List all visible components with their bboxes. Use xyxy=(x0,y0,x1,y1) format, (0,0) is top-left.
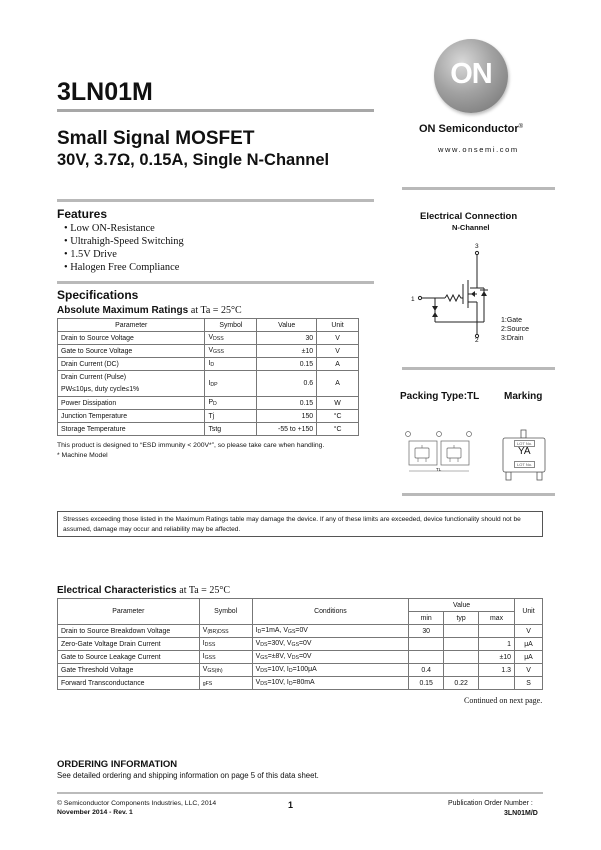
cell-unit: S xyxy=(515,677,543,690)
ordering-text: See detailed ordering and shipping information on page 5 of this data sheet. xyxy=(57,771,319,780)
website: www.onsemi.com xyxy=(438,145,519,154)
title-line1: Small Signal MOSFET xyxy=(57,128,255,149)
col-symbol: Symbol xyxy=(205,319,257,332)
cell-min: 30 xyxy=(409,625,444,638)
cell-value: 0.15 xyxy=(257,397,317,410)
cell-param: Drain to Source Voltage xyxy=(58,332,205,345)
marking-lot-top: LOT No. xyxy=(514,440,535,447)
cell-conditions: $V_{DS}=10V$, $I_D=100\mu A$ xyxy=(252,664,409,677)
cell-value: 0.6 xyxy=(257,371,317,397)
cell-symbol: $V_{GS(th)}$ xyxy=(199,664,252,677)
cell-symbol: $P_D$ xyxy=(205,397,257,410)
legend-source: 2:Source xyxy=(501,326,530,333)
publication-label: Publication Order Number : xyxy=(448,800,533,807)
table-row xyxy=(58,677,543,690)
cell-typ xyxy=(444,651,479,664)
cell-value: 30 xyxy=(257,332,317,345)
ec-title: Electrical Characteristics at Ta = 25°C xyxy=(57,585,230,596)
publication-number: 3LN01M/D xyxy=(504,810,538,817)
col-max: max xyxy=(479,612,515,625)
cell-symbol: $V_{GSS}$ xyxy=(205,345,257,358)
marking-lot-bottom: LOT No. xyxy=(514,461,535,468)
cell-param: Junction Temperature xyxy=(58,410,205,423)
cell-conditions: $V_{GS}=\pm 8V$, $V_{DS}=0V$ xyxy=(252,651,409,664)
left-rule-1 xyxy=(57,199,374,202)
cell-typ xyxy=(444,625,479,638)
cell-param: Gate to Source Leakage Current xyxy=(58,651,200,664)
cell-unit: °C xyxy=(317,410,359,423)
tape-diagram xyxy=(403,428,481,480)
cell-unit: A xyxy=(317,371,359,397)
cell-param: Forward Transconductance xyxy=(58,677,200,690)
revision-date: November 2014 - Rev. 1 xyxy=(57,809,133,816)
part-number: 3LN01M xyxy=(57,78,153,106)
cell-value: 0.15 xyxy=(257,358,317,371)
col-min: min xyxy=(409,612,444,625)
cell-max: 1 xyxy=(479,638,515,651)
cell-symbol: $I_{DSS}$ xyxy=(199,638,252,651)
cell-conditions: $V_{DS}=10V$, $I_D=80mA$ xyxy=(252,677,409,690)
cell-unit: °C xyxy=(317,423,359,436)
pin1-label: 1 xyxy=(411,296,415,303)
feature-item: • 1.5V Drive xyxy=(64,248,184,261)
amr-table xyxy=(57,318,359,436)
cell-unit: W xyxy=(317,397,359,410)
cell-max xyxy=(479,677,515,690)
esd-note: This product is designed to “ESD immunity < 200V*”, so please take care when handling. xyxy=(57,442,325,449)
connection-subtitle: N-Channel xyxy=(452,223,490,232)
col-parameter: Parameter xyxy=(58,319,205,332)
cell-conditions: $I_D=1mA$, $V_{GS}=0V$ xyxy=(252,625,409,638)
ordering-heading: ORDERING INFORMATION xyxy=(57,759,178,770)
cell-unit: V xyxy=(317,345,359,358)
cell-symbol: Tj xyxy=(205,410,257,423)
table-row xyxy=(58,345,359,358)
cell-unit: A xyxy=(317,358,359,371)
ec-table xyxy=(57,598,543,690)
connection-title: Electrical Connection xyxy=(420,211,518,222)
cell-value: -55 to +150 xyxy=(257,423,317,436)
table-row xyxy=(58,332,359,345)
pin3-label: 3 xyxy=(475,243,479,250)
footer-rule xyxy=(57,792,543,794)
col-unit: Unit xyxy=(317,319,359,332)
n-channel-schematic xyxy=(405,240,505,345)
table-row xyxy=(58,410,359,423)
on-logo xyxy=(434,39,508,113)
cell-param: Gate to Source Voltage xyxy=(58,345,205,358)
cell-unit: V xyxy=(515,625,543,638)
cell-unit: μA xyxy=(515,638,543,651)
brand-name: ON Semiconductor® xyxy=(419,123,524,135)
amr-title: Absolute Maximum Ratings at Ta = 25°C xyxy=(57,305,242,316)
cell-symbol: $I_{GSS}$ xyxy=(199,651,252,664)
col-parameter: Parameter xyxy=(58,599,200,625)
cell-typ: 0.22 xyxy=(444,677,479,690)
cell-param: Storage Temperature xyxy=(58,423,205,436)
right-rule-3 xyxy=(402,493,555,496)
cell-symbol: $I_{DP}$ xyxy=(205,371,257,397)
cell-conditions: $V_{DS}=30V$, $V_{GS}=0V$ xyxy=(252,638,409,651)
table-header-row xyxy=(58,599,543,612)
specifications-heading: Specifications xyxy=(57,288,139,302)
table-row xyxy=(58,371,359,397)
cell-min: 0.15 xyxy=(409,677,444,690)
cell-unit: μA xyxy=(515,651,543,664)
right-rule-top xyxy=(402,187,555,190)
table-row xyxy=(58,638,543,651)
cell-typ xyxy=(444,664,479,677)
page-number: 1 xyxy=(288,800,294,810)
cell-param: Drain Current (DC) xyxy=(58,358,205,371)
features-list xyxy=(64,222,184,274)
col-value: Value xyxy=(409,599,515,612)
table-row xyxy=(58,651,543,664)
copyright: © Semiconductor Components Industries, LLC, 2014 xyxy=(57,800,217,807)
table-row xyxy=(58,397,359,410)
feature-item: • Ultrahigh-Speed Switching xyxy=(64,235,184,248)
col-symbol: Symbol xyxy=(199,599,252,625)
cell-max: ±10 xyxy=(479,651,515,664)
cell-max xyxy=(479,625,515,638)
pin2-label: 2 xyxy=(475,337,479,344)
table-row xyxy=(58,664,543,677)
tl-label: TL xyxy=(436,467,442,472)
header-rule xyxy=(57,109,374,112)
cell-max: 1.3 xyxy=(479,664,515,677)
marking-label: Marking xyxy=(504,391,543,402)
cell-min xyxy=(409,651,444,664)
left-rule-2 xyxy=(57,281,374,284)
cell-symbol: gFS xyxy=(199,677,252,690)
col-typ: typ xyxy=(444,612,479,625)
features-heading: Features xyxy=(57,207,108,221)
continued-note: Continued on next page. xyxy=(464,696,543,705)
legend-drain: 3:Drain xyxy=(501,335,524,342)
cell-param: Gate Threshold Voltage xyxy=(58,664,200,677)
cell-symbol: Tstg xyxy=(205,423,257,436)
stress-note: Stresses exceeding those listed in the Maximum Ratings table may damage the device. If any of these limits are exceeded, device functionality should not be assumed, damage may occur and reliability may be affected. xyxy=(63,516,521,533)
marking-code: YA xyxy=(518,446,531,457)
legend-gate: 1:Gate xyxy=(501,317,523,324)
cell-param: Power Dissipation xyxy=(58,397,205,410)
cell-symbol: $I_D$ xyxy=(205,358,257,371)
logo-text: ON xyxy=(450,58,492,90)
cell-min xyxy=(409,638,444,651)
cell-symbol: $V_{DSS}$ xyxy=(205,332,257,345)
cell-value: 150 xyxy=(257,410,317,423)
feature-item: • Low ON-Resistance xyxy=(64,222,184,235)
cell-param: Drain to Source Breakdown Voltage xyxy=(58,625,200,638)
table-row xyxy=(58,358,359,371)
cell-param: Zero-Gate Voltage Drain Current xyxy=(58,638,200,651)
cell-value: ±10 xyxy=(257,345,317,358)
cell-unit: V xyxy=(515,664,543,677)
table-row xyxy=(58,625,543,638)
machine-model-note: * Machine Model xyxy=(57,452,108,459)
col-value: Value xyxy=(257,319,317,332)
col-conditions: Conditions xyxy=(252,599,409,625)
table-row xyxy=(58,423,359,436)
title-line2: 30V, 3.7Ω, 0.15A, Single N-Channel xyxy=(57,151,330,169)
pin-legend xyxy=(501,316,529,343)
stress-note-box xyxy=(57,511,543,537)
cell-param: Drain Current (Pulse) PW≤10μs, duty cycle≤1% xyxy=(58,371,205,397)
col-unit: Unit xyxy=(515,599,543,625)
right-rule-2 xyxy=(402,367,555,370)
feature-item: • Halogen Free Compliance xyxy=(64,261,184,274)
table-header-row xyxy=(58,319,359,332)
cell-min: 0.4 xyxy=(409,664,444,677)
packing-type: Packing Type:TL xyxy=(400,391,480,402)
cell-typ xyxy=(444,638,479,651)
cell-unit: V xyxy=(317,332,359,345)
cell-symbol: $V_{(BR)DSS}$ xyxy=(199,625,252,638)
